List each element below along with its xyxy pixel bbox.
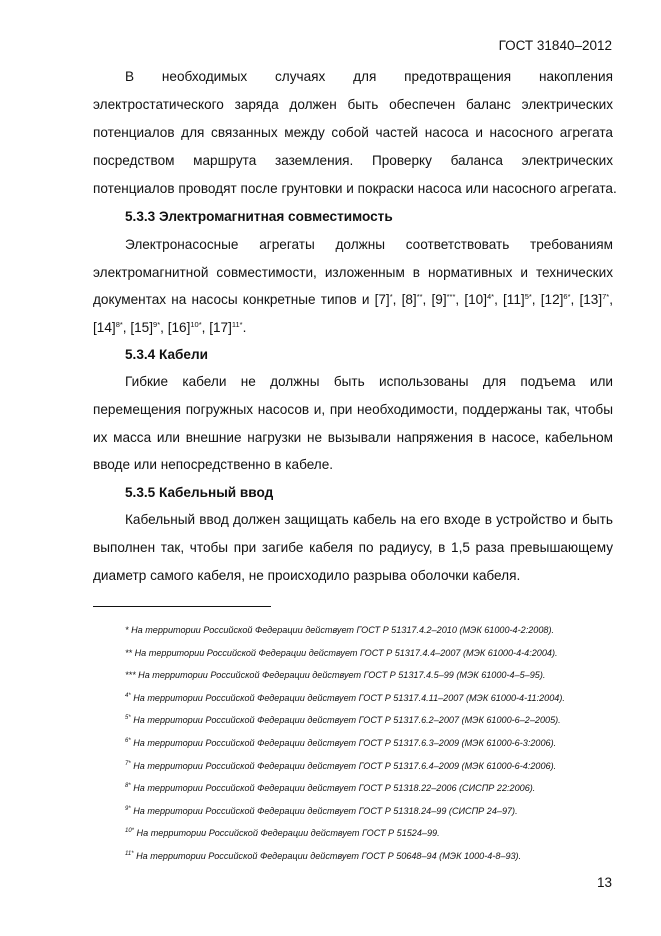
footnote-mark: 4*: [125, 692, 131, 699]
paragraph-line: Электронасосные агрегаты должны соответствовать требованиям: [125, 237, 613, 252]
paragraph-line: потенциалов для связанных между собой частей насоса и насосного агрегата: [93, 125, 613, 140]
reference: [130, 320, 164, 335]
footnote-text: На территории Российской Федерации действует ГОСТ Р 51317.4.11–2007 (МЭК 61000-4-11:2004).: [130, 692, 565, 703]
footnote-text: На территории Российской Федерации действует ГОСТ Р 51317.4.4–2007 (МЭК 61000-4-4:2004).: [132, 647, 558, 658]
paragraph-line-with-refs: [93, 290, 613, 310]
footnote-text: На территории Российской Федерации действует ГОСТ Р 51318.24–99 (СИСПР 24–97).: [130, 805, 518, 816]
reference: [541, 292, 575, 307]
footnote-text: На территории Российской Федерации действует ГОСТ Р 50648–94 (МЭК 1000-4-8–93).: [133, 851, 522, 861]
footnote-mark: 11*: [125, 851, 134, 857]
reference-list: [375, 292, 613, 307]
paragraph-line: диаметр самого кабеля, не происходило разрыва оболочки кабеля.: [93, 568, 521, 583]
footnote: [125, 646, 625, 660]
footnote-mark: *: [125, 625, 129, 635]
reference-list: [93, 320, 246, 335]
reference: [209, 320, 246, 335]
reference-number: [16]: [167, 320, 191, 335]
paragraph-line: В необходимых случаях для предотвращения накопления: [125, 69, 613, 84]
footnote-mark: 7*: [602, 292, 610, 301]
reference-separator: ,: [570, 292, 575, 307]
reference-number: [7]: [374, 292, 390, 307]
footnote-mark: 9*: [125, 805, 131, 812]
footnote-mark: ***: [125, 670, 136, 681]
footnote-mark: 6*: [563, 292, 571, 301]
footnote-mark: 5*: [524, 292, 532, 301]
reference: [431, 292, 459, 307]
footnote-separator: [93, 606, 271, 607]
footnote-mark: 10*: [190, 320, 202, 329]
reference-number: [8]: [401, 292, 417, 307]
footnote-mark: 4*: [487, 292, 495, 301]
paragraph-line: Гибкие кабели не должны быть использованы для подъема или: [125, 374, 613, 389]
paragraph-line: вводе или непосредственно в кабеле.: [93, 457, 334, 472]
footnote: [125, 691, 625, 705]
document-standard-number: ГОСТ 31840–2012: [498, 38, 612, 53]
reference-separator: ,: [392, 292, 397, 307]
paragraph-line: посредством маршрута заземления. Проверку баланса электрических: [93, 153, 613, 168]
reference-separator: ,: [160, 320, 164, 335]
paragraph-line: Кабельный ввод должен защищать кабель на его входе в устройство и быть: [125, 512, 613, 527]
reference-number: [11]: [503, 292, 525, 307]
reference: [579, 292, 613, 307]
section-heading-cables: 5.3.4 Кабели: [125, 347, 208, 362]
footnote: [125, 781, 625, 795]
reference-separator: ,: [422, 292, 427, 307]
section-heading-cable-entry: 5.3.5 Кабельный ввод: [125, 485, 274, 500]
footnote: [125, 736, 625, 750]
footnote-mark: **: [125, 647, 133, 658]
reference-number: [9]: [431, 292, 447, 307]
footnote-mark: 5*: [125, 715, 131, 722]
reference-number: [17]: [209, 320, 232, 335]
paragraph-line: электростатического заряда должен быть обеспечен баланс электрических: [93, 97, 613, 112]
footnote-text: На территории Российской Федерации действует ГОСТ Р 51317.6.2–2007 (МЭК 61000-6–2–2005).: [130, 715, 561, 726]
reference-number: [12]: [540, 292, 564, 307]
footnote-mark: 9*: [153, 320, 161, 329]
section-heading-emc: 5.3.3 Электромагнитная совместимость: [125, 209, 393, 224]
paragraph-line: их масса или внешние нагрузки не вызывали напряжения в насосе, кабельном: [93, 430, 613, 445]
page-number: 13: [596, 875, 612, 890]
reference-separator: ,: [609, 292, 614, 307]
reference-separator: ,: [122, 320, 127, 335]
reference-separator: ,: [201, 320, 206, 335]
footnote: [125, 849, 625, 863]
reference: [93, 320, 127, 335]
reference: [168, 320, 206, 335]
footnote: [125, 668, 625, 682]
footnote-mark: ***: [446, 292, 456, 301]
reference-number: [10]: [464, 292, 487, 307]
footnote: [125, 713, 625, 727]
paragraph-line: потенциалов проводят после грунтовки и покраски насоса или насосного агрегата.: [93, 181, 617, 196]
reference: [375, 292, 397, 307]
reference-number: [15]: [130, 320, 154, 335]
footnote-mark: *: [389, 292, 393, 301]
paragraph-line: перемещения погружных насосов и, при необходимости, поддержаны так, чтобы: [93, 402, 613, 417]
reference-number: [14]: [93, 320, 116, 335]
reference: [464, 292, 498, 307]
paragraph-line-with-refs: [93, 318, 613, 338]
footnote-mark: 6*: [125, 738, 131, 744]
footnote-mark: 8*: [115, 320, 123, 329]
footnote-mark: 8*: [125, 783, 131, 790]
reference: [402, 292, 427, 307]
footnote-mark: 10*: [125, 828, 135, 835]
paragraph-text: документах на насосы конкретные типов и: [93, 292, 370, 307]
footnote-text: На территории Российской Федерации действует ГОСТ Р 51317.4.5–99 (МЭК 61000-4–5–95).: [135, 670, 546, 681]
reference-separator: ,: [494, 292, 498, 307]
paragraph-line: электромагнитной совместимости, изложенным в нормативных и технических: [93, 265, 613, 280]
footnote: [125, 759, 625, 773]
footnote: [125, 804, 625, 818]
footnote: [125, 623, 625, 637]
footnote-text: На территории Российской Федерации действует ГОСТ Р 51317.6.3–2009 (МЭК 61000-6-3:2006).: [130, 738, 557, 748]
reference: [503, 292, 536, 307]
footnote-text: На территории Российской Федерации действует ГОСТ Р 51524–99.: [134, 828, 440, 839]
reference-number: [13]: [579, 292, 603, 307]
footnote: [125, 826, 625, 840]
footnote-text: На территории Российской Федерации действует ГОСТ Р 51317.6.4–2009 (МЭК 61000-6-4:2006).: [130, 760, 557, 771]
footnote-mark: **: [416, 292, 423, 301]
reference-separator: ,: [531, 292, 536, 307]
reference-separator: ,: [455, 292, 460, 307]
paragraph-line: выполнен так, чтобы при загибе кабеля по радиусу, в 1,5 раза превышающему: [93, 540, 613, 555]
footnote-text: На территории Российской Федерации действует ГОСТ Р 51318.22–2006 (СИСПР 22:2006).: [130, 783, 536, 794]
reference-separator: .: [242, 320, 247, 335]
footnote-mark: 11*: [231, 320, 243, 329]
footnote-mark: 7*: [125, 760, 131, 767]
footnote-text: На территории Российской Федерации действует ГОСТ Р 51317.4.2–2010 (МЭК 61000-4-2:2008).: [128, 625, 555, 635]
